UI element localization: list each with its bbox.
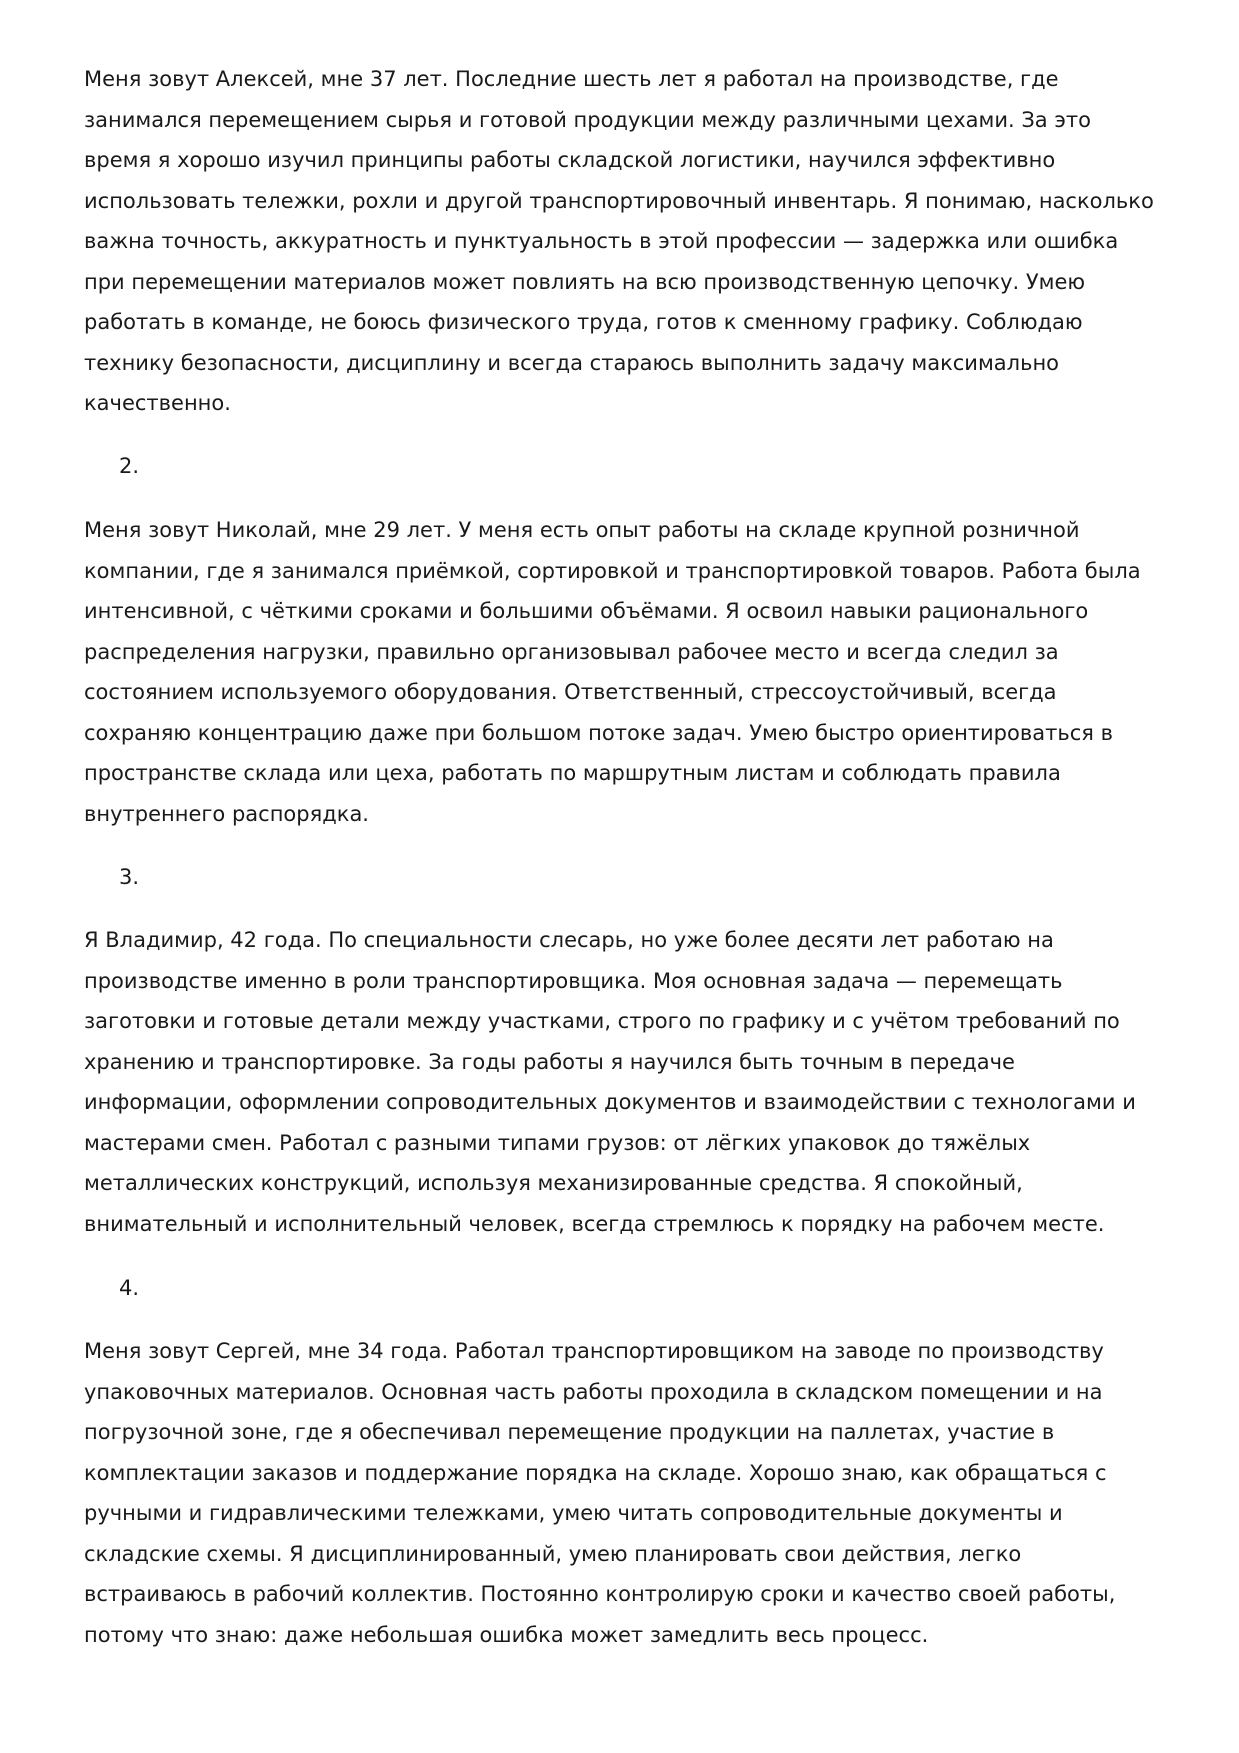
paragraph-vladimir: Я Владимир, 42 года. По специальности слесарь, но уже более десяти лет работаю на производстве именно в роли транспортировщика. Моя основная задача — перемещать заготовки и готовые детали между участками, строго по графику и с учётом требований по хранению и транспортировке. За годы работы я научился быть точным в передаче информации, оформлении сопроводительных документов и взаимодействии с технологами и мастерами смен. Работал с разными типами грузов: от лёгких упаковок до тяжёлых металлических конструкций, используя механизированные средства. Я спокойный, внимательный и исполнительный человек, всегда стремлюсь к порядку на рабочем месте. — [84, 928, 1136, 1236]
list-number-4: 4. — [119, 1276, 140, 1300]
paragraph-nikolay: Меня зовут Николай, мне 29 лет. У меня есть опыт работы на складе крупной розничной компании, где я занимался приёмкой, сортировкой и транспортировкой товаров. Работа была интенсивной, с чёткими сроками и большими объёмами. Я освоил навыки рационального распределения нагрузки, правильно организовывал рабочее место и всегда следил за состоянием используемого оборудования. Ответственный, стрессоустойчивый, всегда сохраняю концентрацию даже при большом потоке задач. Умею быстро ориентироваться в пространстве склада или цеха, работать по маршрутным листам и соблюдать правила внутреннего распорядка. — [84, 518, 1141, 826]
paragraph-alexey: Меня зовут Алексей, мне 37 лет. Последние шесть лет я работал на производстве, где занимался перемещением сырья и готовой продукции между различными цехами. За это время я хорошо изучил принципы работы складской логистики, научился эффективно использовать тележки, рохли и другой транспортировочный инвентарь. Я понимаю, насколько важна точность, аккуратность и пунктуальность в этой профессии — задержка или ошибка при перемещении материалов может повлиять на всю производственную цепочку. Умею работать в команде, не боюсь физического труда, готов к сменному графику. Соблюдаю технику безопасности, дисциплину и всегда стараюсь выполнить задачу максимально качественно. — [84, 67, 1154, 415]
list-number-2: 2. — [119, 454, 140, 478]
paragraph-sergey: Меня зовут Сергей, мне 34 года. Работал транспортировщиком на заводе по производству упаковочных материалов. Основная часть работы проходила в складском помещении и на погрузочной зоне, где я обеспечивал перемещение продукции на паллетах, участие в комплектации заказов и поддержание порядка на складе. Хорошо знаю, как обращаться с ручными и гидравлическими тележками, умею читать сопроводительные документы и складские схемы. Я дисциплинированный, умею планировать свои действия, легко встраиваюсь в рабочий коллектив. Постоянно контролирую сроки и качество своей работы, потому что знаю: даже небольшая ошибка может замедлить весь процесс. — [84, 1339, 1116, 1647]
list-number-3: 3. — [119, 865, 140, 889]
